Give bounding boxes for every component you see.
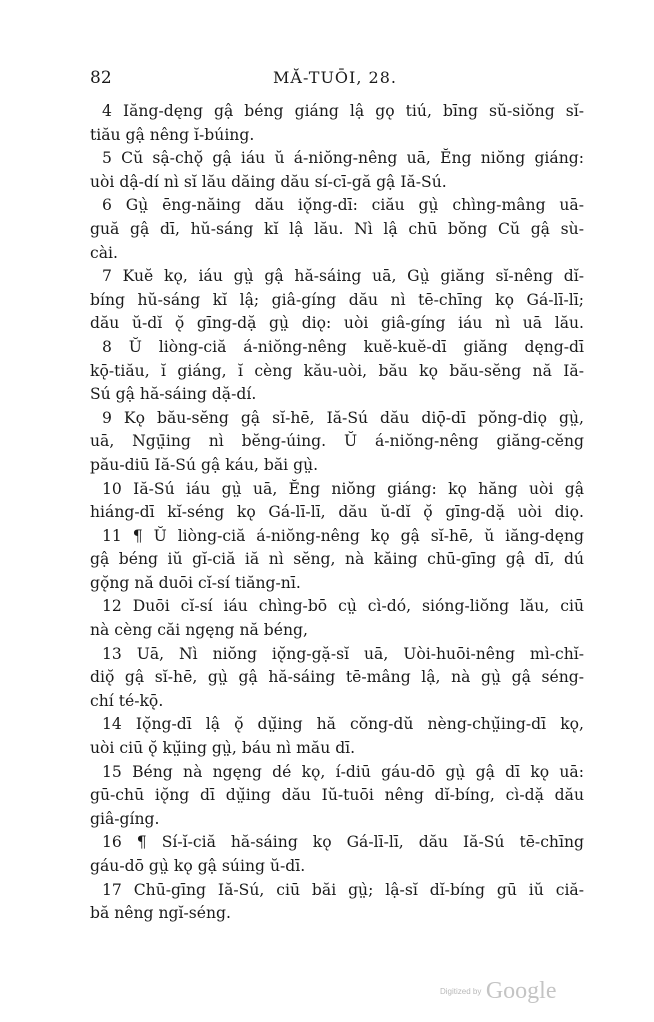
digitized-watermark [440,978,556,1005]
text-line: kǭ-tiău, ĭ giáng, ĭ cèng kău-uòi, bău kǫ bău-sĕng nă Iă- [90,361,584,380]
text-line: bă nêng ngĭ-séng. [90,904,231,923]
text-line: 12 Duōi cĭ-sí iáu chìng-bō cṳ̀ cì-dó, sióng-liŏng lău, ciū [102,597,584,616]
text-line: chí té-kǭ. [90,691,164,710]
text-line: 9 Kǫ bău-sĕng gậ sĭ-hē, Iă-Sú dău diǭ-dī pŏng-diǫ gṳ̀, [102,408,584,427]
text-line: hiáng-dī kĭ-séng kǫ Gá-lī-lī, dău ŭ-dĭ ǫ̆ gīng-dặ uòi diǫ. [90,503,584,522]
text-line: Sú gậ hă-sáing dặ-dí. [90,385,257,404]
text-line: 13 Uā, Nì niŏng iǫ̆ng-gặ-sĭ uā, Uòi-huōi-nêng mì-chĭ- [102,644,584,663]
google-logo: Google [485,978,557,1004]
text-line: uā, Ngṳ̄ing nì bĕng-úing. Ŭ á-niŏng-nêng giăng-cĕng [90,432,584,451]
running-head: MĂ-TUŌI, 28. [273,68,397,87]
text-line: cài. [90,243,118,262]
text-line: 14 Iǫ̆ng-dī lậ ǫ̆ dṳ̆ing hă cŏng-dŭ nèng-chṳ̆ing-dī kǫ, [102,715,584,734]
text-line: diǫ̆ gậ sĭ-hē, gṳ̀ gậ hă-sáing tē-mâng lậ, nà gṳ̀ gậ séng- [90,668,584,687]
text-line: 7 Kuĕ kǫ, iáu gṳ̀ gậ hă-sáing uā, Gṳ̀ giăng sĭ-nêng dĭ- [102,267,584,286]
text-line: gáu-dō gṳ̀ kǫ gậ súing ŭ-dī. [90,857,306,875]
text-line: 16 ¶ Sí-ĭ-ciă hă-sáing kǫ Gá-lī-lī, dău Iă-Sú tē-chīng [102,833,584,852]
text-line: 17 Chū-gīng Iă-Sú, ciū băi gṳ̀; lậ-sĭ dĭ-bíng gū iŭ ciă- [102,880,584,899]
text-line: 6 Gṳ̀ ēng-năing dău iǫ̆ng-dī: ciău gṳ̀ chìng-mâng uā- [102,196,584,215]
text-line: guă gậ dī, hŭ-sáng kĭ lậ lău. Nì lậ chū bŏng Cŭ gậ sù- [90,219,584,238]
text-line: nà cèng căi ngęng nă béng, [90,621,308,640]
text-line: tiău gậ nêng ĭ-búing. [90,125,255,144]
text-line: gū-chū iǫ̆ng dī dṳ̆ing dău Iŭ-tuōi nêng dĭ-bíng, cì-dặ dău [90,786,584,805]
text-line: gǫ̆ng nă duōi cĭ-sí tiăng-nī. [90,573,301,592]
text-line: dău ŭ-dĭ ǫ̆ gīng-dặ gṳ̀ diǫ: uòi giâ-gíng iáu nì uā lău. [90,314,584,333]
text-line: 15 Béng nà ngęng dé kǫ, í-diū gáu-dō gṳ̀ gậ dī kǫ uā: [102,762,584,781]
page-number: 82 [90,68,112,88]
text-line: giâ-gíng. [90,809,160,828]
text-line: 10 Iă-Sú iáu gṳ̀ uā, Ĕng niŏng giáng: kǫ hăng uòi gậ [102,479,584,498]
text-line: uòi dậ-dí nì sĭ lău dăing dău sí-cī-gă gậ Iă-Sú. [90,172,447,191]
page-header [90,68,580,94]
text-line: 8 Ŭ liòng-ciă á-niŏng-nêng kuĕ-kuĕ-dī giăng dęng-dī [102,337,584,356]
text-line: bíng hŭ-sáng kĭ lậ; giâ-gíng dău nì tē-chīng kǫ Gá-lī-lī; [90,290,584,309]
text-line: uòi ciū ǫ̆ kṳ̆ing gṳ̀, báu nì mău dī. [90,739,356,758]
text-line: gậ béng iŭ gĭ-ciă iă nì sĕng, nà kăing chū-gīng gậ dī, dú [90,550,584,569]
text-line: 5 Cŭ sậ-chǫ̆ gậ iáu ŭ á-niŏng-nêng uā, Ĕng niŏng giáng: [102,149,584,168]
text-line: 4 Iăng-dęng gậ béng giáng lậ gǫ tiú, bīng sŭ-siŏng sĭ- [102,102,584,120]
chapter-text [90,100,584,926]
text-line: 11 ¶ Ŭ liòng-ciă á-niŏng-nêng kǫ gậ sĭ-hē, ŭ iăng-dęng [102,526,584,545]
watermark-prefix: Digitized by [440,987,482,996]
text-line: pău-diū Iă-Sú gậ káu, băi gṳ̀. [90,455,319,474]
